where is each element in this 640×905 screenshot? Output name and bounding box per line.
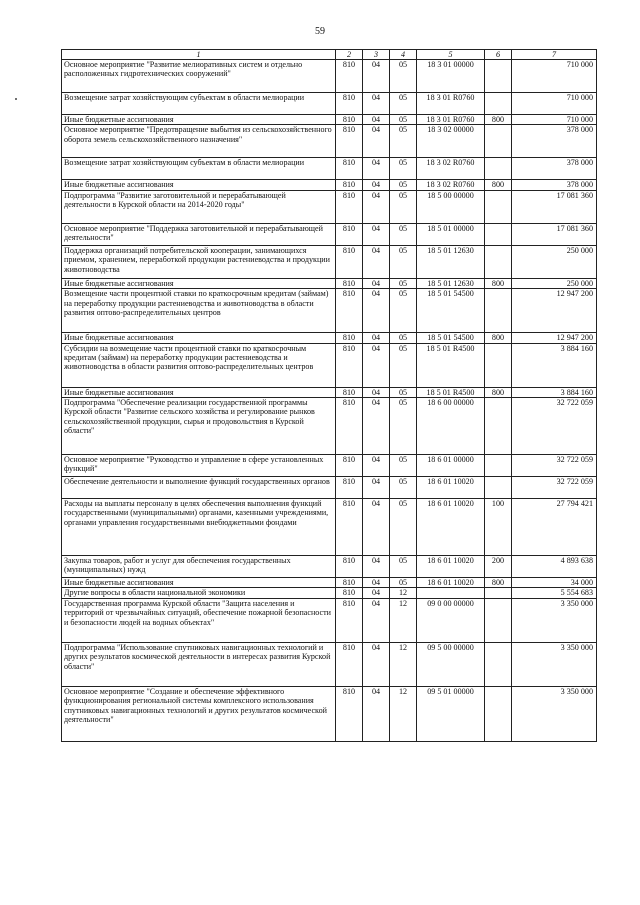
cell-sum: 378 000 (512, 180, 597, 190)
cell-vr (485, 588, 512, 598)
cell-vr: 800 (485, 387, 512, 397)
cell-gov: 810 (336, 93, 363, 115)
cell-vr (485, 455, 512, 477)
cell-name: Закупка товаров, работ и услуг для обеспечения государственных (муниципальных) нужд (62, 556, 336, 578)
cell-name: Основное мероприятие "Развитие мелиоративных систем и отдельно расположенных гидротехнических сооружений" (62, 60, 336, 93)
table-row (62, 93, 597, 115)
table-row (62, 60, 597, 93)
cell-vr (485, 223, 512, 245)
table-row (62, 190, 597, 223)
cell-sum: 17 081 360 (512, 190, 597, 223)
cell-pr: 05 (390, 333, 417, 343)
cell-vr (485, 93, 512, 115)
cell-sum: 12 947 200 (512, 289, 597, 333)
cell-name: Подпрограмма "Обеспечение реализации государственной программы Курской области "Развитие сельского хозяйства и регулирование рынков сельскохозяйственной продукции, сырья и продовольствия в Курской области" (62, 398, 336, 455)
table-row (62, 686, 597, 741)
cell-sum: 27 794 421 (512, 499, 597, 556)
cell-sum: 710 000 (512, 60, 597, 93)
cell-rz: 04 (363, 598, 390, 642)
cell-rz: 04 (363, 499, 390, 556)
cell-pr: 12 (390, 588, 417, 598)
cell-pr: 05 (390, 245, 417, 278)
table-row (62, 115, 597, 125)
cell-pr: 05 (390, 398, 417, 455)
cell-sum: 32 722 059 (512, 477, 597, 499)
cell-csr: 18 6 01 10020 (417, 556, 485, 578)
cell-rz: 04 (363, 278, 390, 288)
table-row (62, 499, 597, 556)
cell-gov: 810 (336, 477, 363, 499)
cell-pr: 05 (390, 455, 417, 477)
cell-pr: 05 (390, 289, 417, 333)
cell-pr: 05 (390, 578, 417, 588)
table-row (62, 180, 597, 190)
cell-sum: 3 350 000 (512, 598, 597, 642)
table-row (62, 333, 597, 343)
cell-csr: 18 5 01 54500 (417, 289, 485, 333)
budget-table-container (61, 49, 596, 742)
cell-pr: 05 (390, 180, 417, 190)
cell-pr: 05 (390, 556, 417, 578)
cell-name: Другие вопросы в области национальной экономики (62, 588, 336, 598)
cell-vr (485, 598, 512, 642)
cell-csr: 18 3 02 R0760 (417, 158, 485, 180)
budget-table (61, 49, 597, 742)
cell-gov: 810 (336, 588, 363, 598)
cell-gov: 810 (336, 190, 363, 223)
header-row (62, 50, 597, 60)
cell-vr (485, 245, 512, 278)
cell-csr: 18 5 01 12630 (417, 278, 485, 288)
cell-sum: 3 884 160 (512, 343, 597, 387)
cell-csr: 18 6 00 00000 (417, 398, 485, 455)
cell-name: Иные бюджетные ассигнования (62, 180, 336, 190)
cell-vr (485, 60, 512, 93)
cell-rz: 04 (363, 398, 390, 455)
cell-pr: 05 (390, 190, 417, 223)
cell-gov: 810 (336, 125, 363, 158)
cell-rz: 04 (363, 588, 390, 598)
table-row (62, 158, 597, 180)
cell-sum: 378 000 (512, 125, 597, 158)
cell-gov: 810 (336, 556, 363, 578)
cell-pr: 12 (390, 642, 417, 686)
cell-vr: 800 (485, 115, 512, 125)
cell-csr: 18 3 01 00000 (417, 60, 485, 93)
cell-pr: 12 (390, 598, 417, 642)
cell-rz: 04 (363, 180, 390, 190)
cell-vr (485, 190, 512, 223)
cell-sum: 5 554 683 (512, 588, 597, 598)
cell-gov: 810 (336, 578, 363, 588)
cell-sum: 32 722 059 (512, 398, 597, 455)
cell-gov: 810 (336, 180, 363, 190)
cell-gov: 810 (336, 598, 363, 642)
cell-csr: 18 5 00 00000 (417, 190, 485, 223)
cell-rz: 04 (363, 556, 390, 578)
cell-gov: 810 (336, 278, 363, 288)
table-row (62, 387, 597, 397)
cell-name: Возмещение затрат хозяйствующим субъектам в области мелиорации (62, 93, 336, 115)
table-row (62, 642, 597, 686)
header-col-5: 5 (417, 50, 485, 60)
cell-rz: 04 (363, 578, 390, 588)
header-col-4: 4 (390, 50, 417, 60)
cell-csr: 09 5 00 00000 (417, 642, 485, 686)
table-row (62, 578, 597, 588)
cell-name: Возмещение части процентной ставки по краткосрочным кредитам (займам) на переработку продукции растениеводства и животноводства в области развития оптово-распределительных центров (62, 289, 336, 333)
cell-csr: 18 6 01 10020 (417, 477, 485, 499)
cell-csr: 09 5 01 00000 (417, 686, 485, 741)
cell-name: Основное мероприятие "Предотвращение выбытия из сельскохозяйственного оборота земель сельскохозяйственного назначения" (62, 125, 336, 158)
table-row (62, 588, 597, 598)
cell-name: Основное мероприятие "Поддержка заготовительной и перерабатывающей деятельности" (62, 223, 336, 245)
cell-sum: 250 000 (512, 278, 597, 288)
cell-gov: 810 (336, 642, 363, 686)
cell-name: Возмещение затрат хозяйствующим субъектам в области мелиорации (62, 158, 336, 180)
cell-gov: 810 (336, 223, 363, 245)
table-row (62, 455, 597, 477)
header-col-2: 2 (336, 50, 363, 60)
cell-sum: 12 947 200 (512, 333, 597, 343)
cell-pr: 05 (390, 343, 417, 387)
header-col-7: 7 (512, 50, 597, 60)
cell-gov: 810 (336, 333, 363, 343)
cell-name: Основное мероприятие "Создание и обеспечение эффективного функционирования региональной системы комплексного использования спутниковых навигационных технологий и других результатов космической деятельности" (62, 686, 336, 741)
cell-name: Иные бюджетные ассигнования (62, 578, 336, 588)
table-row (62, 598, 597, 642)
header-col-3: 3 (363, 50, 390, 60)
cell-csr: 18 3 02 R0760 (417, 180, 485, 190)
cell-name: Иные бюджетные ассигнования (62, 278, 336, 288)
cell-name: Государственная программа Курской области "Защита населения и территорий от чрезвычайных ситуаций, обеспечение пожарной безопасности и безопасности людей на водных объектах" (62, 598, 336, 642)
cell-csr: 18 5 01 00000 (417, 223, 485, 245)
cell-vr: 800 (485, 278, 512, 288)
cell-csr: 18 5 01 54500 (417, 333, 485, 343)
cell-csr: 18 6 01 10020 (417, 499, 485, 556)
cell-name: Расходы на выплаты персоналу в целях обеспечения выполнения функций государственными (муниципальными) органами, казенными учреждениями, органами управления государственными внебюджетными фондами (62, 499, 336, 556)
cell-csr: 18 5 01 12630 (417, 245, 485, 278)
cell-gov: 810 (336, 60, 363, 93)
cell-sum: 3 350 000 (512, 642, 597, 686)
cell-csr (417, 588, 485, 598)
cell-pr: 12 (390, 686, 417, 741)
cell-name: Иные бюджетные ассигнования (62, 333, 336, 343)
cell-rz: 04 (363, 245, 390, 278)
cell-pr: 05 (390, 158, 417, 180)
cell-csr: 09 0 00 00000 (417, 598, 485, 642)
table-row (62, 477, 597, 499)
cell-vr (485, 289, 512, 333)
cell-name: Иные бюджетные ассигнования (62, 115, 336, 125)
cell-rz: 04 (363, 93, 390, 115)
cell-rz: 04 (363, 642, 390, 686)
cell-vr: 800 (485, 333, 512, 343)
cell-sum: 4 893 638 (512, 556, 597, 578)
cell-gov: 810 (336, 115, 363, 125)
cell-name: Иные бюджетные ассигнования (62, 387, 336, 397)
cell-vr (485, 343, 512, 387)
table-row (62, 289, 597, 333)
cell-sum: 34 000 (512, 578, 597, 588)
cell-sum: 17 081 360 (512, 223, 597, 245)
table-row (62, 398, 597, 455)
cell-rz: 04 (363, 158, 390, 180)
cell-vr: 200 (485, 556, 512, 578)
cell-gov: 810 (336, 455, 363, 477)
scan-dot (15, 98, 17, 100)
cell-csr: 18 6 01 00000 (417, 455, 485, 477)
cell-rz: 04 (363, 115, 390, 125)
cell-gov: 810 (336, 398, 363, 455)
header-col-6: 6 (485, 50, 512, 60)
cell-sum: 378 000 (512, 158, 597, 180)
cell-sum: 3 350 000 (512, 686, 597, 741)
table-row (62, 556, 597, 578)
cell-csr: 18 3 02 00000 (417, 125, 485, 158)
cell-csr: 18 3 01 R0760 (417, 115, 485, 125)
cell-vr: 800 (485, 578, 512, 588)
cell-gov: 810 (336, 245, 363, 278)
cell-name: Поддержка организаций потребительской кооперации, занимающихся приемом, хранением, переработкой продукции растениеводства и продукции животноводства (62, 245, 336, 278)
cell-gov: 810 (336, 387, 363, 397)
cell-vr (485, 398, 512, 455)
cell-vr (485, 477, 512, 499)
cell-rz: 04 (363, 190, 390, 223)
cell-rz: 04 (363, 60, 390, 93)
cell-csr: 18 5 01 R4500 (417, 387, 485, 397)
cell-pr: 05 (390, 387, 417, 397)
cell-vr: 100 (485, 499, 512, 556)
table-row (62, 223, 597, 245)
cell-csr: 18 5 01 R4500 (417, 343, 485, 387)
table-row (62, 278, 597, 288)
cell-gov: 810 (336, 343, 363, 387)
table-row (62, 125, 597, 158)
cell-vr (485, 158, 512, 180)
cell-gov: 810 (336, 158, 363, 180)
cell-vr (485, 125, 512, 158)
cell-vr (485, 642, 512, 686)
cell-pr: 05 (390, 60, 417, 93)
cell-name: Субсидии на возмещение части процентной ставки по краткосрочным кредитам (займам) на переработку продукции растениеводства и животноводства в области развития оптово-распределительных центров (62, 343, 336, 387)
cell-sum: 32 722 059 (512, 455, 597, 477)
cell-vr: 800 (485, 180, 512, 190)
cell-name: Основное мероприятие "Руководство и управление в сфере установленных функций" (62, 455, 336, 477)
cell-pr: 05 (390, 115, 417, 125)
cell-sum: 710 000 (512, 115, 597, 125)
cell-csr: 18 6 01 10020 (417, 578, 485, 588)
cell-gov: 810 (336, 686, 363, 741)
cell-name: Подпрограмма "Использование спутниковых навигационных технологий и других результатов космической деятельности в интересах развития Курской области" (62, 642, 336, 686)
cell-rz: 04 (363, 455, 390, 477)
cell-gov: 810 (336, 289, 363, 333)
cell-rz: 04 (363, 289, 390, 333)
cell-sum: 3 884 160 (512, 387, 597, 397)
cell-pr: 05 (390, 278, 417, 288)
cell-rz: 04 (363, 477, 390, 499)
cell-gov: 810 (336, 499, 363, 556)
table-row (62, 245, 597, 278)
page-number: 59 (315, 26, 325, 37)
cell-pr: 05 (390, 499, 417, 556)
cell-vr (485, 686, 512, 741)
cell-sum: 710 000 (512, 93, 597, 115)
cell-sum: 250 000 (512, 245, 597, 278)
cell-name: Подпрограмма "Развитие заготовительной и перерабатывающей деятельности в Курской области на 2014-2020 годы" (62, 190, 336, 223)
cell-csr: 18 3 01 R0760 (417, 93, 485, 115)
cell-rz: 04 (363, 686, 390, 741)
table-row (62, 343, 597, 387)
cell-rz: 04 (363, 223, 390, 245)
cell-pr: 05 (390, 125, 417, 158)
cell-pr: 05 (390, 477, 417, 499)
cell-rz: 04 (363, 343, 390, 387)
cell-pr: 05 (390, 93, 417, 115)
cell-pr: 05 (390, 223, 417, 245)
cell-rz: 04 (363, 333, 390, 343)
cell-name: Обеспечение деятельности и выполнение функций государственных органов (62, 477, 336, 499)
cell-rz: 04 (363, 125, 390, 158)
header-col-1: 1 (62, 50, 336, 60)
cell-rz: 04 (363, 387, 390, 397)
